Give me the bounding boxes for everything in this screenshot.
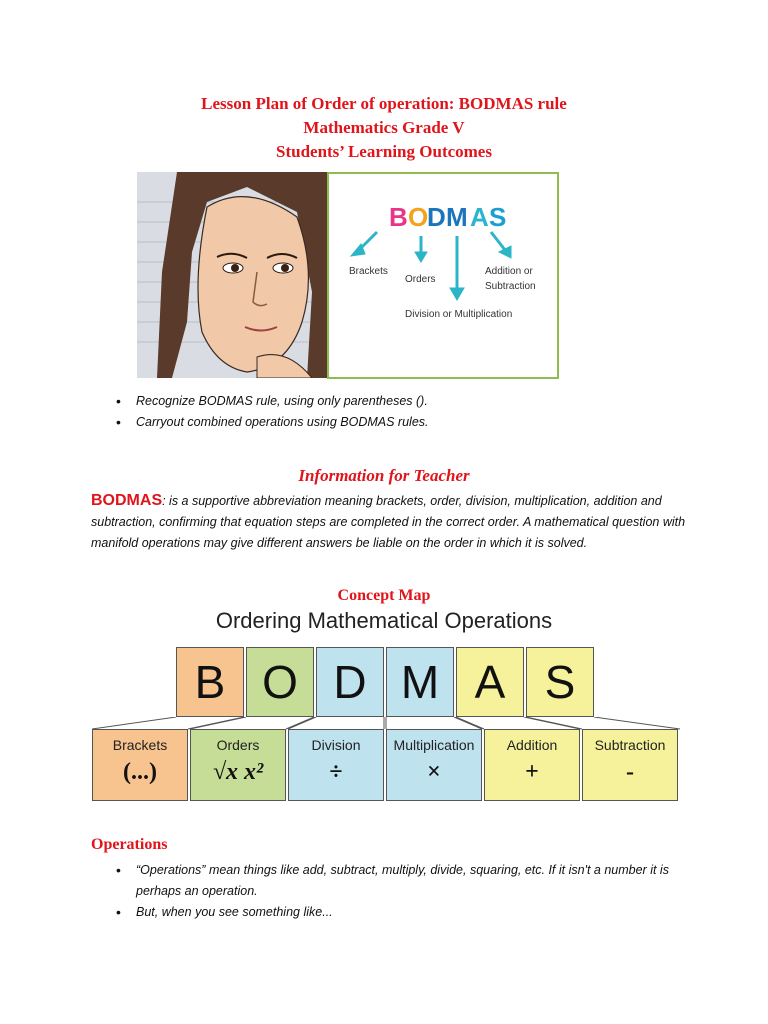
op-symbol: +	[525, 759, 539, 785]
card-label-division: Division or Multiplication	[405, 309, 513, 320]
bodmas-letters-row	[176, 647, 596, 717]
op-label: Subtraction	[594, 737, 666, 753]
op-label: Division	[311, 737, 361, 753]
op-symbol: ÷	[329, 759, 343, 785]
card-title-letter: B	[389, 202, 408, 232]
title-line-3: Students’ Learning Outcomes	[276, 142, 492, 161]
op-symbol: (...)	[123, 759, 157, 785]
title-line-1: Lesson Plan of Order of operation: BODMAS rule	[201, 94, 567, 113]
letter-b: B	[176, 647, 244, 717]
list-item: • Carryout combined operations using BODMAS rules.	[116, 412, 429, 433]
info-heading: Information for Teacher	[298, 466, 470, 485]
operations-row	[92, 729, 680, 801]
card-label-brackets: Brackets	[349, 266, 388, 277]
op-addition	[484, 729, 580, 801]
operations-heading: Operations	[91, 836, 168, 853]
op-label: Multiplication	[393, 737, 475, 753]
operations-list	[116, 860, 706, 923]
hero-illustration	[137, 172, 559, 378]
card-title-letter: D	[427, 202, 446, 232]
op-label: Brackets	[112, 737, 168, 753]
op-multiplication	[386, 729, 482, 801]
concept-heading: Concept Map	[337, 587, 431, 604]
card-title-letter: M	[446, 202, 468, 232]
card-title-letter: O	[408, 202, 429, 232]
op-subtraction	[582, 729, 678, 801]
thinking-girl-illustration	[137, 172, 332, 378]
op-symbol: ×	[427, 759, 441, 785]
letter-m: M	[386, 647, 454, 717]
title-line-2: Mathematics Grade V	[303, 118, 465, 137]
card-label-addition: Addition or	[485, 266, 533, 277]
card-title-letter: A	[470, 202, 489, 232]
letter-o: O	[246, 647, 314, 717]
op-label: Orders	[216, 737, 260, 753]
op-orders	[190, 729, 286, 801]
letter-d: D	[316, 647, 384, 717]
outcomes-list	[116, 391, 429, 433]
info-text: : is a supportive abbreviation meaning brackets, order, division, multiplication, addition and subtraction, confirming that equation steps are completed in the correct order. A mathematical question with manifold operations may give different answers be liable on the order in which it is solved.	[91, 494, 686, 550]
list-item: • Recognize BODMAS rule, using only parentheses ().	[116, 391, 429, 412]
card-title-letter: S	[489, 202, 507, 232]
bodmas-card-drawing	[329, 174, 557, 377]
bodmas-card	[327, 172, 559, 379]
list-item: • But, when you see something like...	[116, 902, 706, 923]
bodmas-term: BODMAS	[91, 492, 163, 509]
document-title	[0, 92, 768, 164]
info-paragraph	[91, 490, 691, 554]
card-label-orders: Orders	[405, 274, 436, 285]
op-division	[288, 729, 384, 801]
letter-a: A	[456, 647, 524, 717]
concept-map-title: Ordering Mathematical Operations	[215, 608, 553, 633]
op-brackets	[92, 729, 188, 801]
list-item: • “Operations” mean things like add, subtract, multiply, divide, squaring, etc. If it isn't a number it is perhaps an operation.	[116, 860, 706, 902]
girl-drawing	[137, 172, 332, 378]
letter-s: S	[526, 647, 594, 717]
op-label: Addition	[506, 737, 558, 753]
op-symbol: -	[626, 759, 634, 785]
card-label-subtraction: Subtraction	[485, 281, 536, 292]
op-symbol: √x x²	[212, 759, 264, 785]
